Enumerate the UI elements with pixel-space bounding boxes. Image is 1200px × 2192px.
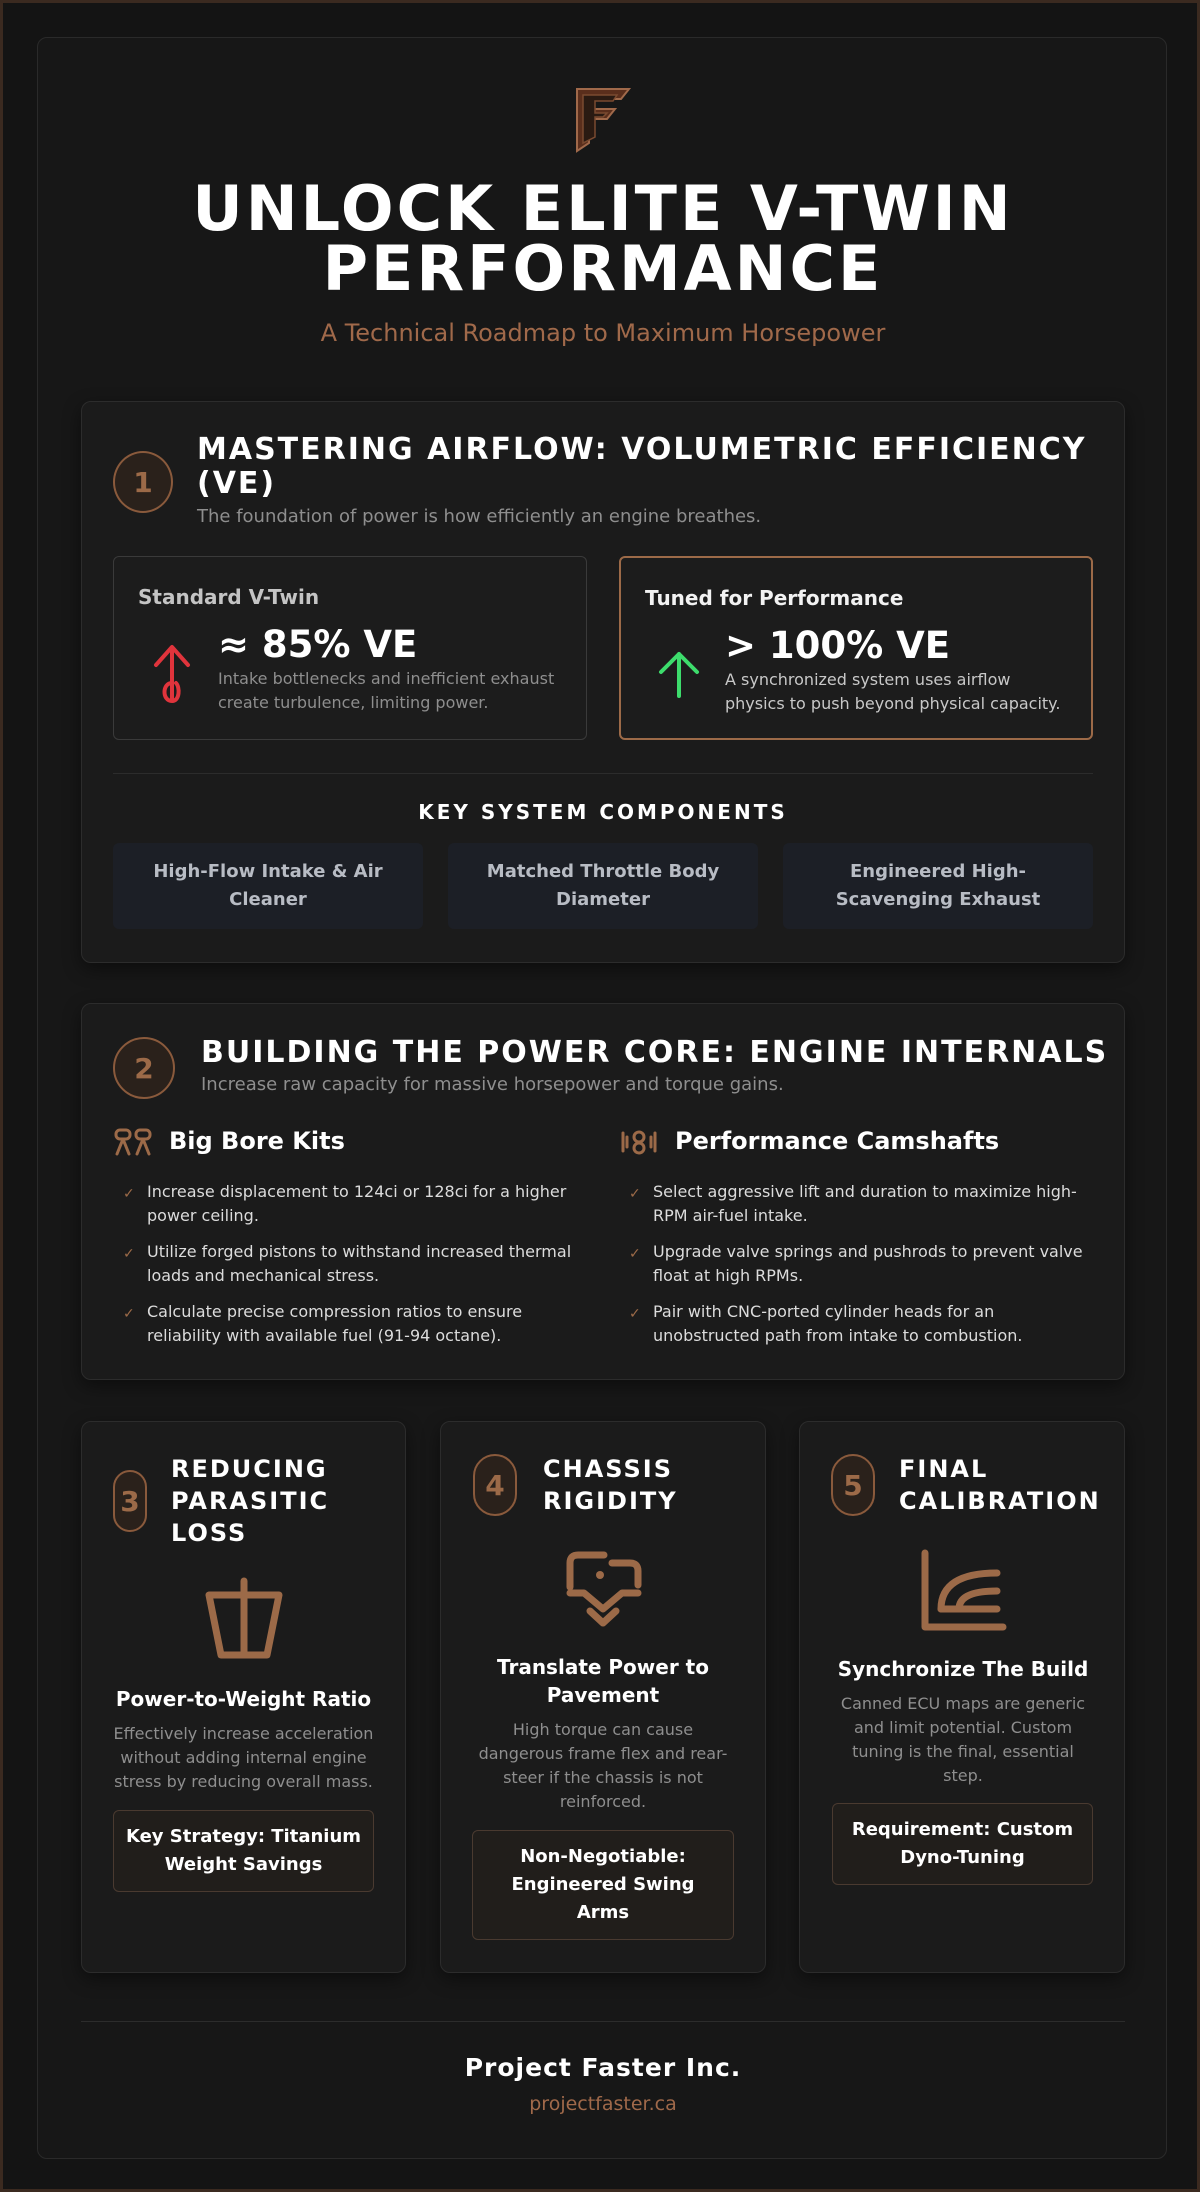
frame-icon [558, 1545, 648, 1635]
key-components-title: KEY SYSTEM COMPONENTS [418, 800, 788, 824]
card-title: REDUCING PARASITIC LOSS [171, 1455, 330, 1547]
section-number-badge: 3 [113, 1470, 147, 1532]
component-throttle-body: Matched Throttle Body Diameter [448, 843, 758, 929]
check-icon: ✓ [123, 1306, 135, 1322]
section-number-badge: 2 [113, 1037, 175, 1099]
card-description: Canned ECU maps are generic and limit potential. Custom tuning is the final, essential step. [840, 1694, 1086, 1785]
weight-icon [199, 1575, 289, 1665]
check-icon: ✓ [629, 1306, 641, 1322]
panel-description: A synchronized system uses airflow physics to push beyond physical capacity. [725, 670, 1061, 713]
arrow-up-icon [655, 640, 703, 706]
footer-divider [81, 2021, 1125, 2022]
card-requirement-box: Non-Negotiable: Engineered Swing Arms [472, 1830, 734, 1940]
page-subtitle: A Technical Roadmap to Maximum Horsepower [320, 319, 886, 347]
ve-value: ≈ 85% VE [218, 623, 418, 666]
arrow-up-u-turn-icon [148, 639, 196, 705]
check-icon: ✓ [123, 1246, 135, 1262]
list-item: Utilize forged pistons to withstand increased thermal loads and mechanical stress. [147, 1242, 572, 1285]
list-item: Upgrade valve springs and pushrods to prevent valve float at high RPMs. [653, 1242, 1083, 1285]
check-icon: ✓ [123, 1186, 135, 1202]
section-subtitle: The foundation of power is how efficiently an engine breathes. [197, 506, 762, 527]
check-icon: ✓ [629, 1186, 641, 1202]
component-exhaust: Engineered High-Scavenging Exhaust [783, 843, 1093, 929]
footer-url[interactable]: projectfaster.ca [529, 2093, 677, 2115]
card-strategy-box: Key Strategy: Titanium Weight Savings [113, 1810, 374, 1892]
standard-ve-panel [113, 556, 587, 740]
camshaft-icon [619, 1127, 659, 1157]
list-item: Pair with CNC-ported cylinder heads for an unobstructed path from intake to combustion. [653, 1302, 1023, 1345]
footer-company: Project Faster Inc. [464, 2053, 742, 2082]
check-icon: ✓ [629, 1246, 641, 1262]
section-number-badge: 5 [831, 1454, 875, 1516]
card-heading: Power-to-Weight Ratio [115, 1687, 372, 1711]
component-intake: High-Flow Intake & Air Cleaner [113, 843, 423, 929]
tuned-ve-panel [619, 556, 1093, 740]
panel-label: Tuned for Performance [645, 586, 904, 610]
section-number-badge: 4 [473, 1454, 517, 1516]
section-number-badge: 1 [113, 451, 173, 513]
panel-description: Intake bottlenecks and inefficient exhaust create turbulence, limiting power. [218, 669, 555, 712]
list-item: Select aggressive lift and duration to maximize high-RPM air-fuel intake. [653, 1182, 1077, 1225]
card-heading: Translate Power to Pavement [497, 1655, 709, 1707]
card-requirement-box: Requirement: Custom Dyno-Tuning [832, 1803, 1093, 1885]
section-subtitle: Increase raw capacity for massive horsepower and torque gains. [201, 1074, 784, 1095]
section-title: BUILDING THE POWER CORE: ENGINE INTERNALS [201, 1035, 1109, 1070]
list-item: Calculate precise compression ratios to ensure reliability with available fuel (91-94 octane). [147, 1302, 523, 1345]
dyno-curve-icon [917, 1547, 1007, 1637]
list-item: Increase displacement to 124ci or 128ci for a higher power ceiling. [147, 1182, 567, 1225]
card-description: High torque can cause dangerous frame flex and rear-steer if the chassis is not reinforced. [478, 1720, 728, 1811]
big-bore-title: Big Bore Kits [169, 1127, 345, 1155]
camshafts-title: Performance Camshafts [675, 1127, 1000, 1155]
f-monogram-logo [571, 83, 635, 155]
card-title: FINAL CALIBRATION [899, 1455, 1101, 1515]
section-title: MASTERING AIRFLOW: VOLUMETRIC EFFICIENCY (VE) [197, 432, 1087, 501]
pistons-icon [113, 1127, 153, 1157]
page-title: UNLOCK ELITE V-TWIN PERFORMANCE [192, 172, 1014, 305]
panel-label: Standard V-Twin [138, 585, 320, 609]
ve-value: > 100% VE [725, 624, 950, 667]
card-title: CHASSIS RIGIDITY [543, 1455, 678, 1515]
card-heading: Synchronize The Build [837, 1657, 1089, 1681]
divider [113, 773, 1093, 774]
card-description: Effectively increase acceleration without adding internal engine stress by reducing overall mass. [113, 1724, 374, 1791]
